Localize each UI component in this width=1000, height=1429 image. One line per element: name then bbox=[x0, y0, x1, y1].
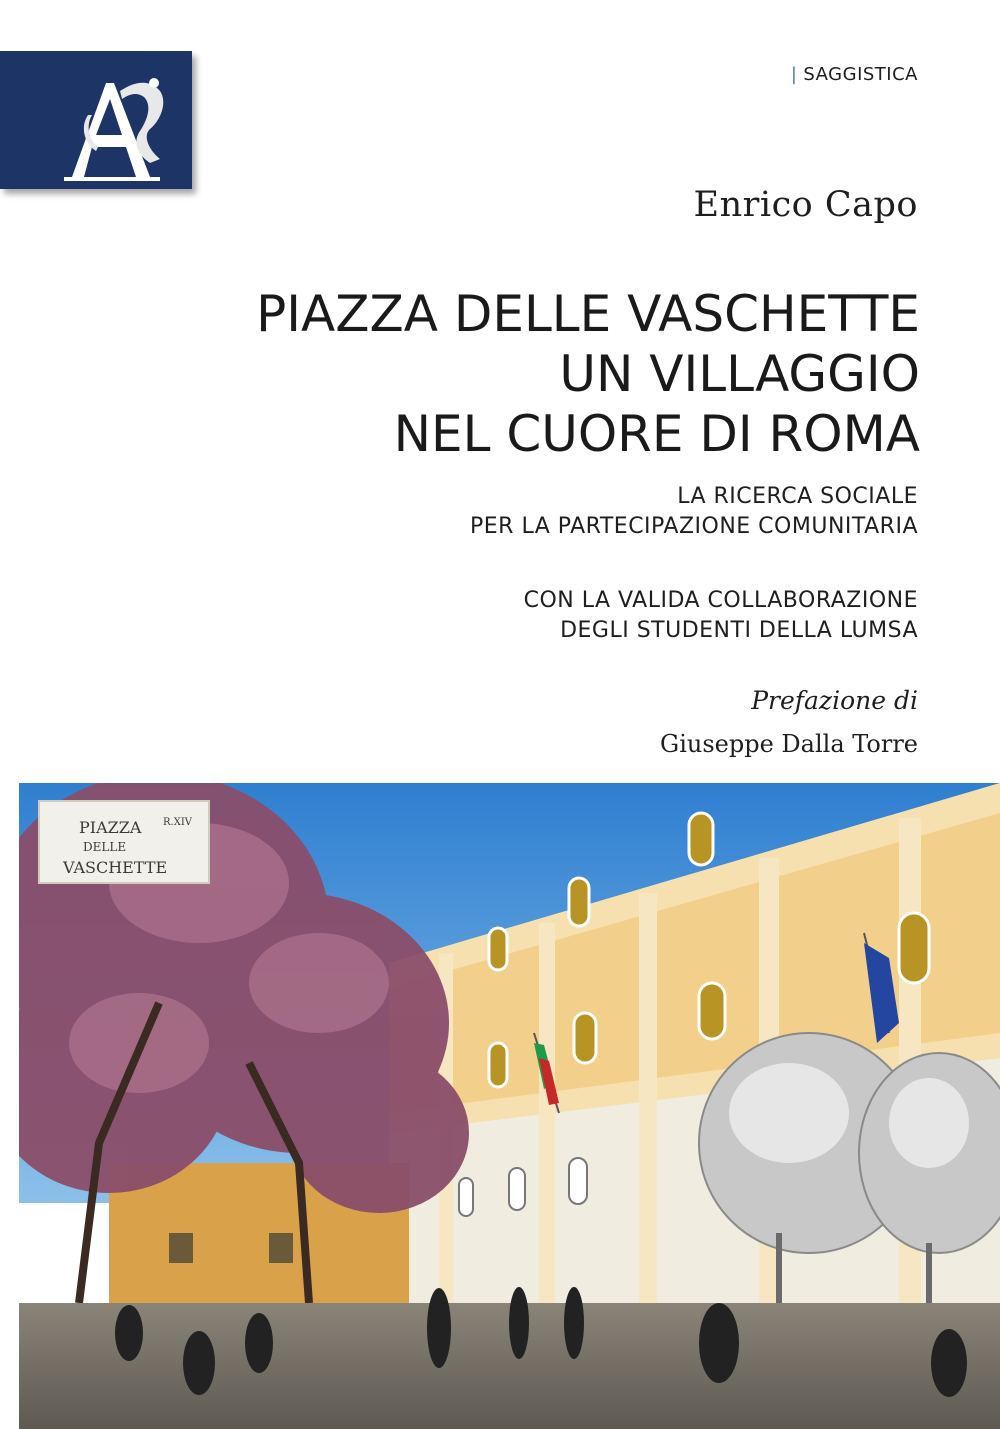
series-divider: | bbox=[790, 64, 798, 85]
series-text: SAGGISTICA bbox=[803, 64, 918, 85]
book-title bbox=[256, 284, 920, 464]
publisher-logo bbox=[0, 51, 192, 189]
title-line-1: PIAZZA DELLE VASCHETTE bbox=[256, 285, 920, 343]
sign-line-3: VASCHETTE bbox=[63, 858, 168, 877]
subtitle-line-4: DEGLI STUDENTI DELLA LUMSA bbox=[560, 618, 918, 643]
cover-photo bbox=[19, 783, 1000, 1429]
subtitle-line-3: CON LA VALIDA COLLABORAZIONE bbox=[523, 588, 918, 613]
sign-suffix: R.XIV bbox=[163, 817, 192, 828]
subtitle-line-2: PER LA PARTECIPAZIONE COMUNITARIA bbox=[470, 514, 918, 539]
series-label bbox=[791, 64, 918, 85]
subtitle-block-1 bbox=[470, 482, 918, 542]
preface-label: Prefazione di bbox=[751, 686, 918, 715]
sign-line-2: DELLE bbox=[83, 840, 127, 854]
sign-line-1: PIAZZA bbox=[79, 818, 142, 837]
author-name: Enrico Capo bbox=[693, 185, 918, 225]
publisher-logo-icon bbox=[0, 51, 192, 189]
preface-author: Giuseppe Dalla Torre bbox=[660, 730, 918, 758]
subtitle-block-2 bbox=[524, 586, 918, 646]
street-sign bbox=[39, 801, 209, 883]
title-line-2: UN VILLAGGIO bbox=[559, 345, 920, 403]
title-line-3: NEL CUORE DI ROMA bbox=[393, 405, 920, 463]
subtitle-line-1: LA RICERCA SOCIALE bbox=[677, 484, 918, 509]
